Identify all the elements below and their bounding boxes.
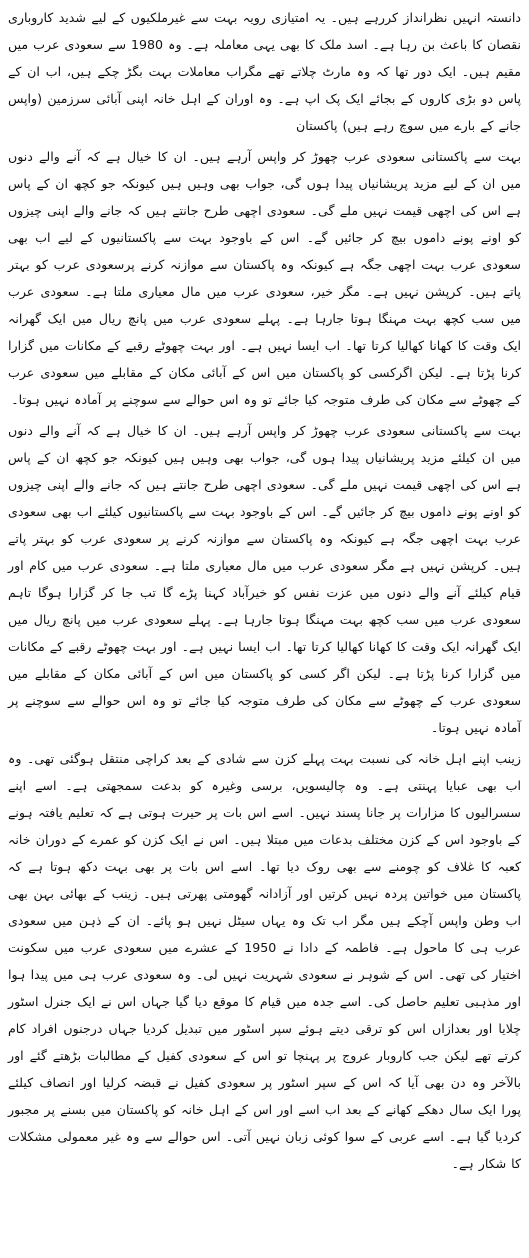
paragraph-3: بہت سے پاکستانی سعودی عرب چھوڑ کر واپس آرہے ہیں۔ ان کا خیال ہے کہ آنے والے دنوں میں ان کیلئے مزید پریشانیاں پیدا ہوں گی، جواب بھی وہیں ہیں کیونکہ جو کچھ ان کے پاس ہے اس کی اچھی قیمت نہیں ملے گی۔ سعودی اچھی طرح جانتے ہیں کہ جانے والے اپنی چیزوں کو اونے پونے داموں بیچ کر جائیں گے۔ اس کے باوجود بہت سے پاکستانیوں کیلئے اب بھی سعودی عرب بہت اچھی جگہ ہے کیونکہ وہ پاکستان سے موازنہ کرنے پر سعودی عرب کو بہتر پاتے ہیں۔ کرپشن نہیں ہے مگر سعودی عرب میں مال معیاری ملتا ہے۔ سعودی عرب میں کام اور قیام کیلئے آنے والے دنوں میں عزت نفس کو خیرآباد کہنا پڑے گا تب جا کر گزارا ہوگا تاہم سعودی عرب میں سب کچھ بہت مہنگا ہوتا جارہا ہے۔ پہلے سعودی عرب میں پانچ ریال میں ایک گھرانہ ایک وقت کا کھانا کھالیا کرتا تھا۔ اب ایسا نہیں ہے۔ اور بہت چھوٹے رقبے کے مکانات میں گزارا کرنا پڑتا ہے۔ لیکن اگر کسی کو پاکستان میں اس کے آبائی مکان کے مقابلے میں سعودی عرب کے چھوٹے سے مکان کی طرف متوجہ کیا جائے تو وہ اس حوالے سے سوچنے پر آمادہ نہیں ہوتا۔ [8, 423, 521, 735]
paragraph-4: زینب اپنے اہل خانہ کی نسبت بہت پہلے کزن سے شادی کے بعد کراچی منتقل ہوگئی تھی۔ وہ اب بھی عبایا پہنتی ہے۔ وہ چالیسویں، برسی وغیرہ کو بدعت سمجھتی ہے۔ اسے اپنے سسرالیوں کا مزارات پر جانا پسند نہیں۔ اسے اس بات پر حیرت ہوتی ہے کہ تعلیم یافتہ ہونے کے باوجود اس کے کزن مختلف بدعات میں مبتلا ہیں۔ اس نے ایک کزن کو عمرے کے دوران خانہ کعبہ کا غلاف کو چومنے سے بھی روک دیا تھا۔ اسے اس بات پر بھی بہت دکھ ہوتا ہے کہ پاکستان میں خواتین پردہ نہیں کرتیں اور آزادانہ گھومتی پھرتی ہیں۔ زینب کے بھائی بہن بھی اب وطن واپس آچکے ہیں مگر اب تک وہ یہاں سیٹل نہیں ہو پائے۔ ان کے ذہن میں سعودی عرب ہی کا ماحول ہے۔ فاطمہ کے دادا نے 1950 کے عشرے میں سعودی عرب میں سکونت اختیار کی تھی۔ اس کے شوہر نے سعودی شہریت نہیں لی۔ وہ سعودی عرب ہی میں پیدا ہوا اور مذہبی تعلیم حاصل کی۔ اسے جدہ میں قیام کا موقع دیا گیا جہاں اس نے ایک جنرل اسٹور چلایا اور بعدازاں اس کو ترقی دیتے ہوئے سپر اسٹور میں تبدیل کردیا جہاں درجنوں افراد کام کرتے تھے لیکن جب کاروبار عروج پر پہنچا تو اس کے سعودی کفیل کے مطالبات بڑھتے گئے اور بالآخر وہ دن بھی آیا کہ اس کے سپر اسٹور پر سعودی کفیل نے قبضہ کرلیا اور انصاف کیلئے پورا ایک سال دھکے کھانے کے بعد اب اسے اور اس کے اہل خانہ کو پاکستان میں بسنے پر مجبور کردیا گیا ہے۔ اسے عربی کے سوا کوئی زبان نہیں آتی۔ اس حوالے سے وہ غیر معمولی مشکلات کا شکار ہے۔ [8, 751, 522, 1171]
paragraph-1: دانستہ انہیں نظرانداز کررہے ہیں۔ یہ امتیازی رویہ بہت سے غیرملکیوں کے لیے شدید کاروباری نقصان کا باعث بن رہا ہے۔ اسد ملک کا بھی یہی معاملہ ہے۔ وہ 1980 سے سعودی عرب میں مقیم ہیں۔ ایک دور تھا کہ وہ مارٹ چلاتے تھے مگراب معاملات بہت بگڑ چکے ہیں، اب ان کے پاس دو بڑی کاروں کے بجائے ایک پک اپ ہے۔ وہ اوران کے اہل خانہ اپنی آبائی سرزمین (واپس جانے کے بارے میں سوچ رہے ہیں) پاکستان [8, 10, 521, 133]
paragraph-2: بہت سے پاکستانی سعودی عرب چھوڑ کر واپس آرہے ہیں۔ ان کا خیال ہے کہ آنے والے دنوں میں ان کے لیے مزید پریشانیاں پیدا ہوں گی، جواب بھی وہیں ہیں کیونکہ جو کچھ ان کے پاس ہے اس کی اچھی قیمت نہیں ملے گی۔ سعودی اچھی طرح جانتے ہیں کہ جانے والے اپنی چیزوں کو اونے پونے داموں بیچ کر جائیں گے۔ اس کے باوجود بہت سے پاکستانیوں کے لیے اب بھی سعودی عرب بہت اچھی جگہ ہے کیونکہ وہ پاکستان سے موازنہ کرنے پرسعودی عرب کو بہتر پاتے ہیں۔ کرپشن نہیں ہے۔ مگر خیر، سعودی عرب میں مال معیاری ملتا ہے۔ سعودی عرب میں سب کچھ بہت مہنگا ہوتا جارہا ہے۔ پہلے سعودی عرب میں پانچ ریال میں ایک گھرانہ ایک وقت کا کھانا کھالیا کرتا تھا۔ اب ایسا نہیں ہے۔ اور بہت چھوٹے رقبے کے مکانات میں گزارا کرنا پڑتا ہے۔ لیکن اگرکسی کو پاکستان میں اس کے آبائی مکان کے مقابلے میں سعودی عرب کے چھوٹے سے مکان کی طرف متوجہ کیا جائے تو وہ اس حوالے سے سوچنے پر آمادہ نہیں ہوتا۔ [8, 149, 521, 407]
